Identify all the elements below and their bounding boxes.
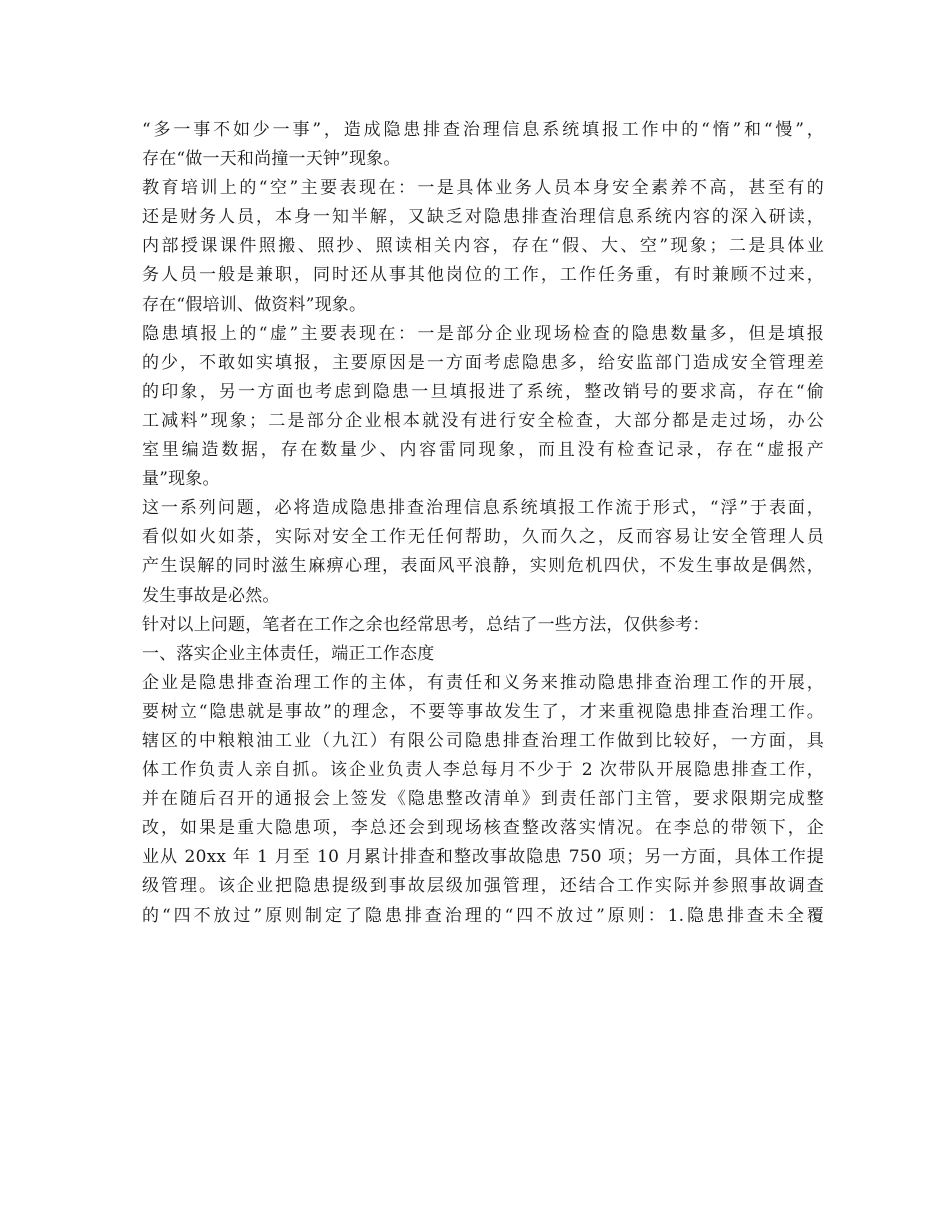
text-line: 务人员一般是兼职，同时还从事其他岗位的工作，工作任务重，有时兼顾不过来， xyxy=(142,265,824,286)
text-line: 看似如火如荼，实际对安全工作无任何帮助，久而久之，反而容易让安全管理人员 xyxy=(142,527,824,548)
text-line: 企业是隐患排查治理工作的主体，有责任和义务来推动隐患排查治理工作的开展， xyxy=(142,672,824,693)
text-line: “多一事不如少一事”，造成隐患排查治理信息系统填报工作中的“惰”和“慢”， xyxy=(142,120,824,140)
text-line: 这一系列问题，必将造成隐患排查治理信息系统填报工作流于形式，“浮”于表面， xyxy=(142,498,824,519)
text-line: 的少，不敢如实填报，主要原因是一方面考虑隐患多，给安监部门造成安全管理差 xyxy=(142,352,824,373)
text-line: 还是财务人员，本身一知半解，又缺乏对隐患排查治理信息系统内容的深入研读， xyxy=(142,207,824,228)
text-line: 一、落实企业主体责任，端正工作态度 xyxy=(142,643,435,664)
text-line: 针对以上问题，笔者在工作之余也经常思考，总结了一些方法，仅供参考： xyxy=(142,614,710,635)
text-line: 量”现象。 xyxy=(142,469,220,490)
text-line: 室里编造数据，存在数量少、内容雷同现象，而且没有检查记录，存在“虚报产 xyxy=(142,440,824,461)
text-line: 改，如果是重大隐患项，李总还会到现场核查整改落实情况。在李总的带领下，企 xyxy=(142,818,824,839)
text-line: 发生事故是必然。 xyxy=(142,585,280,606)
text-line: 隐患填报上的“虚”主要表现在：一是部分企业现场检查的隐患数量多，但是填报 xyxy=(142,323,824,344)
text-line: 辖区的中粮粮油工业（九江）有限公司隐患排查治理工作做到比较好，一方面，具 xyxy=(142,730,824,751)
text-line: 的印象，另一方面也考虑到隐患一旦填报进了系统，整改销号的要求高，存在“偷 xyxy=(142,381,824,402)
text-line: 并在随后召开的通报会上签发《隐患整改清单》到责任部门主管，要求限期完成整 xyxy=(142,789,824,810)
text-line: 教育培训上的“空”主要表现在：一是具体业务人员本身安全素养不高，甚至有的 xyxy=(142,178,824,199)
text-line: 的“四不放过”原则制定了隐患排查治理的“四不放过”原则：1.隐患排查未全覆 xyxy=(142,905,824,926)
text-line: 存在“做一天和尚撞一天钟”现象。 xyxy=(142,149,401,170)
text-line: 级管理。该企业把隐患提级到事故层级加强管理，还结合工作实际并参照事故调查 xyxy=(142,876,824,897)
text-line: 体工作负责人亲自抓。该企业负责人李总每月不少于 2 次带队开展隐患排查工作， xyxy=(142,760,824,781)
text-line: 产生误解的同时滋生麻痹心理，表面风平浪静，实则危机四伏，不发生事故是偶然， xyxy=(142,556,824,577)
document-body xyxy=(142,116,824,931)
text-line: 要树立“隐患就是事故”的理念，不要等事故发生了，才来重视隐患排查治理工作。 xyxy=(142,701,824,722)
text-line: 业从 20xx 年 1 月至 10 月累计排查和整改事故隐患 750 项；另一方面，具体工作提 xyxy=(142,847,824,868)
text-line: 工减料”现象；二是部分企业根本就没有进行安全检查，大部分都是走过场，办公 xyxy=(142,410,824,431)
text-line: 内部授课课件照搬、照抄、照读相关内容，存在“假、大、空”现象；二是具体业 xyxy=(142,236,824,257)
text-line: 存在“假培训、做资料”现象。 xyxy=(142,294,367,315)
